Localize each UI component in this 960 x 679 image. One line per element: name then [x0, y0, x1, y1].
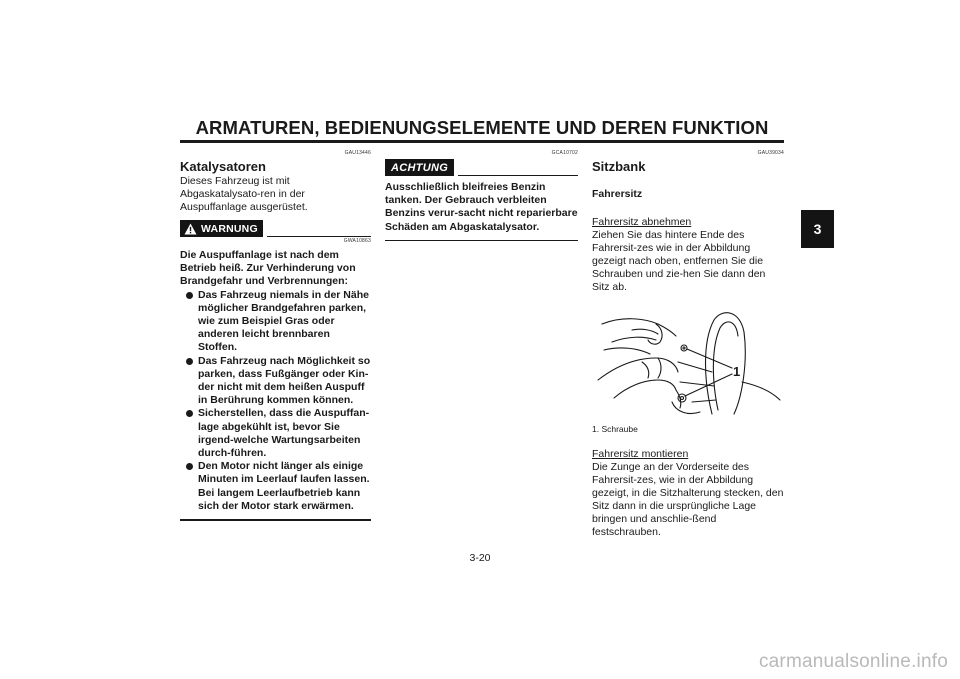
warning-label: WARNUNG [201, 222, 258, 235]
notice-code: GCA10702 [551, 150, 578, 156]
watermark-text[interactable]: carmanualsonline.info [758, 651, 948, 672]
intro-text: Dieses Fahrzeug ist mit Abgaskatalysato-ren in der Auspuffanlage ausgerüstet. [180, 175, 308, 213]
notice-header [385, 159, 578, 176]
page-number: 3-20 [469, 552, 491, 564]
bullet-icon [186, 463, 193, 470]
list-item: Den Motor nicht länger als einige Minuten im Leerlauf laufen lassen. Bei langem Leerlaufbetrieb kann sich der Motor stark erwärmen. [180, 460, 371, 513]
warning-end-rule [180, 519, 371, 521]
header-rule [180, 140, 784, 143]
subheading-fahrersitz: Fahrersitz [592, 188, 643, 200]
warning-rule [267, 236, 371, 238]
column-notice [385, 150, 578, 241]
bullet-icon [186, 292, 193, 299]
column-catalysts [180, 150, 371, 521]
section-code: GAU39034 [757, 150, 784, 156]
notice-rule [458, 175, 578, 177]
heading-install-seat: Fahrersitz montieren [592, 448, 689, 460]
page-header-title: ARMATUREN, BEDIENUNGSELEMENTE UND DEREN FUNKTION [195, 117, 769, 138]
notice-end-rule [385, 240, 578, 242]
install-seat-text: Die Zunge an der Vorderseite des Fahrersit-zes, wie in der Abbildung gezeigt, in die Sitzhalterung stecken, den Sitz dann in die ursprüngliche Lage bringen und anschlie-ßend festschrauben. [592, 461, 784, 538]
section-code: GAU13446 [344, 150, 371, 156]
figure-callout: 1 [733, 364, 741, 379]
seat-hands-illustration-icon [592, 302, 784, 422]
bullet-icon [186, 410, 193, 417]
warning-badge [180, 220, 263, 237]
bullet-icon [186, 358, 193, 365]
remove-seat-text: Ziehen Sie das hintere Ende des Fahrersit-zes wie in der Abbildung gezeigt nach oben, entfernen Sie die Schrauben und zie-hen Sie dann den Sitz ab. [592, 229, 766, 293]
warning-text: Die Auspuffanlage ist nach dem Betrieb heiß. Zur Verhinderung von Brandgefahr und Verbrennungen: [180, 249, 356, 288]
chapter-tab[interactable]: 3 [801, 210, 834, 248]
figure-caption: 1. Schraube [592, 424, 638, 434]
heading-remove-seat: Fahrersitz abnehmen [592, 216, 692, 228]
notice-text: Ausschließlich bleifreies Benzin tanken. Der Gebrauch verbleiten Benzins verur-sacht nicht reparierbare Schäden am Abgaskatalysator. [385, 181, 578, 233]
warning-code: GWA10863 [343, 238, 371, 244]
list-item: Das Fahrzeug nach Möglichkeit so parken, dass Fußgänger oder Kin-der nicht mit dem heißen Auspuff in Berührung kommen können. [180, 355, 371, 408]
warning-header [180, 220, 371, 237]
seat-removal-illustration [592, 302, 784, 422]
achtung-badge: ACHTUNG [385, 159, 454, 176]
warning-triangle-icon [184, 223, 197, 235]
list-item: Das Fahrzeug niemals in der Nähe möglicher Brandgefahren parken, wie zum Beispiel Gras oder anderen leicht brennbaren Stoffen. [180, 289, 371, 355]
section-title-katalysatoren: Katalysatoren [180, 159, 266, 174]
list-item: Sicherstellen, dass die Auspuffan-lage abgekühlt ist, bevor Sie irgend-welche Wartungsarbeiten durch-führen. [180, 407, 371, 460]
warning-bullet-list [180, 289, 371, 513]
column-seat [592, 150, 784, 539]
section-title-sitzbank: Sitzbank [592, 159, 646, 174]
